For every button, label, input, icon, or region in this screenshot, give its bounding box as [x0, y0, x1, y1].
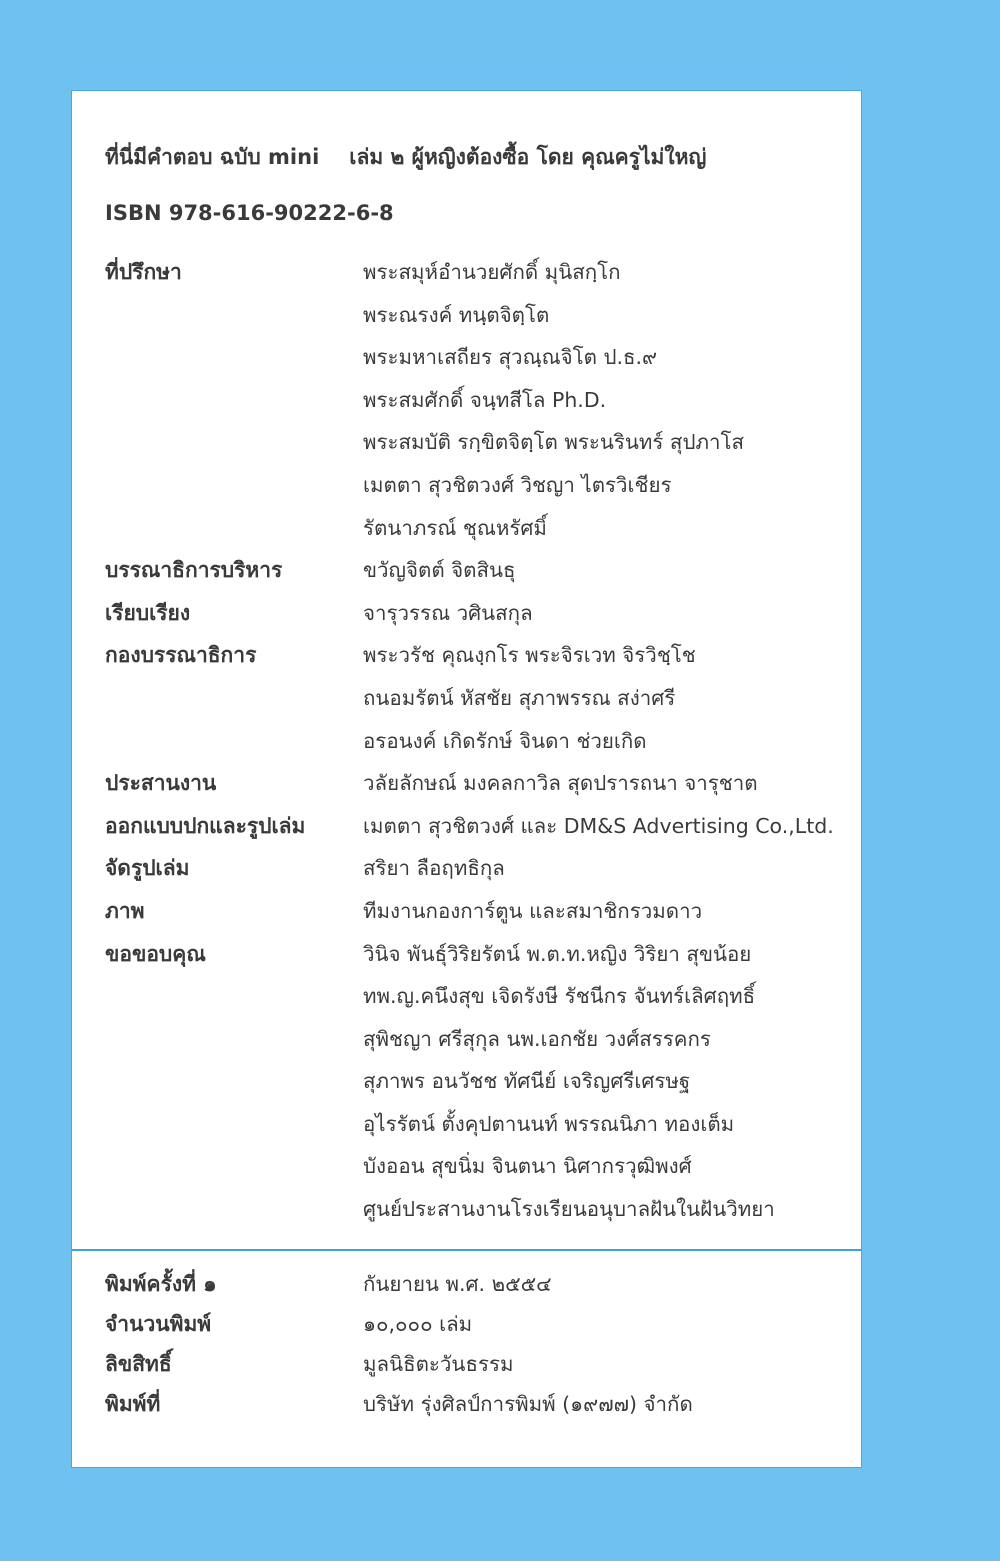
credit-label: ภาพ [105, 898, 145, 923]
title-line [105, 141, 706, 174]
print-info-label: พิมพ์ที่ [105, 1392, 161, 1416]
credit-names [363, 890, 850, 933]
credit-name-line: ทพ.ญ.คนึงสุข เจิดรังษี รัชนีกร จันทร์เลิศฤทธิ์ [363, 984, 756, 1009]
credit-name-line: เมตตา สุวชิตวงศ์ วิชญา ไตรวิเชียร [363, 472, 672, 497]
book-title: ที่นี่มีคำตอบ ฉบับ mini [105, 145, 320, 169]
credit-name-line: พระสมบัติ รกฺขิตจิตฺโต พระนรินทร์ สุปภาโส [363, 430, 745, 455]
credit-names [363, 762, 850, 805]
print-info-value: บริษัท รุ่งศิลป์การพิมพ์ (๑๙๗๗) จำกัด [363, 1392, 693, 1416]
credit-row [105, 634, 850, 762]
credit-name-line: สริยา ลือฤทธิกุล [363, 856, 505, 881]
credit-label: ที่ปรึกษา [105, 260, 182, 284]
credit-name-line: อุไรรัตน์ ตั้งคุปตานนท์ พรรณนิภา ทองเต็ม [363, 1111, 735, 1136]
credit-name-line: สุพิชญา ศรีสุกุล นพ.เอกชัย วงศ์สรรคกร [363, 1026, 711, 1051]
volume-title: เล่ม ๒ ผู้หญิงต้องซื้อ โดย คุณครูไม่ใหญ่ [349, 145, 707, 169]
credit-row [105, 592, 850, 635]
credit-row [105, 847, 850, 890]
credit-row [105, 549, 850, 592]
credit-label: ประสานงาน [105, 771, 217, 796]
credit-name-line: จารุวรรณ วศินสกุล [363, 600, 533, 625]
credit-label: บรรณาธิการบริหาร [105, 558, 283, 583]
credit-name-line: วินิจ พันธุ์วิริยรัตน์ พ.ต.ท.หญิง วิริยา สุขน้อย [363, 941, 752, 966]
credit-name-line: บังออน สุขนิ่ม จินตนา นิศากรวุฒิพงศ์ [363, 1154, 692, 1179]
isbn: ISBN 978-616-90222-6-8 [105, 201, 394, 225]
credit-names [363, 805, 850, 848]
credits-list [105, 251, 850, 1231]
credit-names [363, 847, 850, 890]
print-info-row [105, 1384, 850, 1424]
credit-name-line: ทีมงานกองการ์ตูน และสมาชิกรวมดาว [363, 898, 703, 923]
print-info-label: จำนวนพิมพ์ [105, 1312, 212, 1336]
credit-name-line: อรอนงค์ เกิดรักษ์ จินดา ช่วยเกิด [363, 728, 647, 753]
credit-names [363, 933, 850, 1231]
credit-names [363, 592, 850, 635]
print-info-row [105, 1264, 850, 1304]
credit-label: ขอขอบคุณ [105, 941, 206, 966]
credit-label: กองบรรณาธิการ [105, 643, 257, 668]
credit-row [105, 805, 850, 848]
credit-label: เรียบเรียง [105, 600, 191, 625]
credit-name-line: ถนอมรัตน์ หัสชัย สุภาพรรณ สง่าศรี [363, 685, 676, 710]
print-info-value: ๑๐,๐๐๐ เล่ม [363, 1312, 473, 1336]
credit-name-line: พระสมศักดิ์ จนฺทสีโล Ph.D. [363, 387, 607, 412]
credit-name-line: พระณรงค์ ทนฺตจิตฺโต [363, 302, 550, 327]
colophon-card [71, 90, 862, 1468]
credit-label: ออกแบบปกและรูปเล่ม [105, 813, 306, 838]
credit-name-line: เมตตา สุวชิตวงศ์ และ DM&S Advertising Co.,Ltd. [363, 813, 834, 838]
print-info-row [105, 1344, 850, 1384]
print-info-list [105, 1264, 850, 1424]
credit-name-line: ศูนย์ประสานงานโรงเรียนอนุบาลฝันในฝันวิทยา [363, 1197, 775, 1222]
credit-name-line: พระวรัช คุณงฺกโร พระจิรเวท จิรวิชฺโช [363, 643, 696, 668]
print-info-label: ลิขสิทธิ์ [105, 1352, 172, 1376]
credit-names [363, 634, 850, 762]
credit-names [363, 251, 850, 549]
credit-name-line: พระสมุห์อำนวยศักดิ์ มุนิสกฺโก [363, 260, 621, 284]
print-info-label: พิมพ์ครั้งที่ ๑ [105, 1272, 217, 1296]
credit-name-line: รัตนาภรณ์ ชุณหรัศมิ์ [363, 515, 547, 540]
credit-name-line: พระมหาเสถียร สุวณฺณจิโต ป.ธ.๙ [363, 345, 658, 370]
credit-names [363, 549, 850, 592]
credit-name-line: ขวัญจิตต์ จิตสินธุ [363, 558, 516, 583]
print-info-row [105, 1304, 850, 1344]
credit-row [105, 762, 850, 805]
credit-name-line: สุภาพร อนวัชช ทัศนีย์ เจริญศรีเศรษฐ [363, 1069, 691, 1094]
section-divider [72, 1249, 861, 1251]
print-info-value: มูลนิธิตะวันธรรม [363, 1352, 514, 1376]
credit-row [105, 933, 850, 1231]
credit-label: จัดรูปเล่ม [105, 856, 190, 881]
credit-name-line: วลัยลักษณ์ มงคลกาวิล สุดปรารถนา จารุชาต [363, 771, 758, 796]
print-info-value: กันยายน พ.ศ. ๒๕๕๔ [363, 1272, 552, 1296]
credit-row [105, 890, 850, 933]
credit-row [105, 251, 850, 549]
